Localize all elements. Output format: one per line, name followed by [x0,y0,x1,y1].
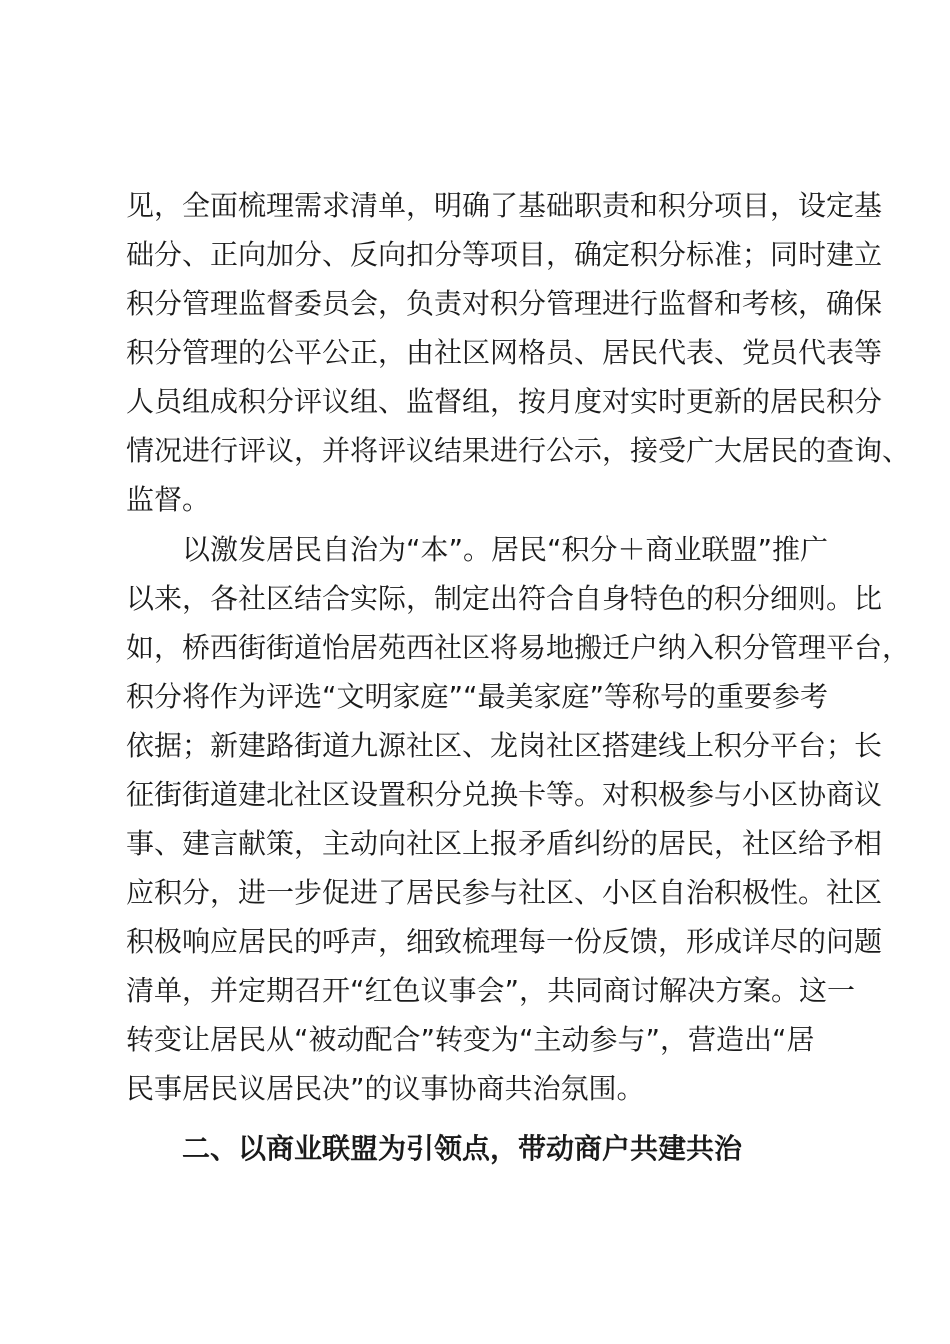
paragraph-2-line-2: 以来，各社区结合实际，制定出符合自身特色的积分细则。比 [126,582,883,615]
paragraph-2-line-6: 征街街道建北社区设置积分兑换卡等。对积极参与小区协商议 [126,778,883,811]
paragraph-1-line-3: 积分管理监督委员会，负责对积分管理进行监督和考核，确保 [126,287,883,320]
paragraph-2-line-1: 以激发居民自治为“本”。居民“积分＋商业联盟”推广 [126,533,829,566]
section-heading: 二、以商业联盟为引领点，带动商户共建共治 [126,1132,743,1165]
paragraph-2-line-5: 依据；新建路街道九源社区、龙岗社区搭建线上积分平台；长 [126,729,883,762]
paragraph-1-line-6: 情况进行评议，并将评议结果进行公示，接受广大居民的查询、 [126,434,911,467]
paragraph-2-line-12: 民事居民议居民决”的议事协商共治氛围。 [126,1072,645,1105]
paragraph-2-line-3: 如，桥西街街道怡居苑西社区将易地搬迁户纳入积分管理平台， [126,631,911,664]
paragraph-1-line-5: 人员组成积分评议组、监督组，按月度对实时更新的居民积分 [126,385,883,418]
paragraph-2-line-8: 应积分，进一步促进了居民参与社区、小区自治积极性。社区 [126,876,883,909]
paragraph-2-line-11: 转变让居民从“被动配合”转变为“主动参与”，营造出“居 [126,1023,815,1056]
paragraph-2-line-4: 积分将作为评选“文明家庭”“最美家庭”等称号的重要参考 [126,680,829,713]
paragraph-1-line-7: 监督。 [126,483,211,516]
paragraph-2-line-7: 事、建言献策，主动向社区上报矛盾纠纷的居民，社区给予相 [126,827,883,860]
paragraph-1-line-2: 础分、正向加分、反向扣分等项目，确定积分标准；同时建立 [126,238,883,271]
paragraph-2-line-9: 积极响应居民的呼声，细致梳理每一份反馈，形成详尽的问题 [126,925,883,958]
paragraph-2-line-10: 清单，并定期召开“红色议事会”，共同商讨解决方案。这一 [126,974,856,1007]
paragraph-1-line-4: 积分管理的公平公正，由社区网格员、居民代表、党员代表等 [126,336,883,369]
paragraph-1-line-1: 见，全面梳理需求清单，明确了基础职责和积分项目，设定基 [126,189,883,222]
